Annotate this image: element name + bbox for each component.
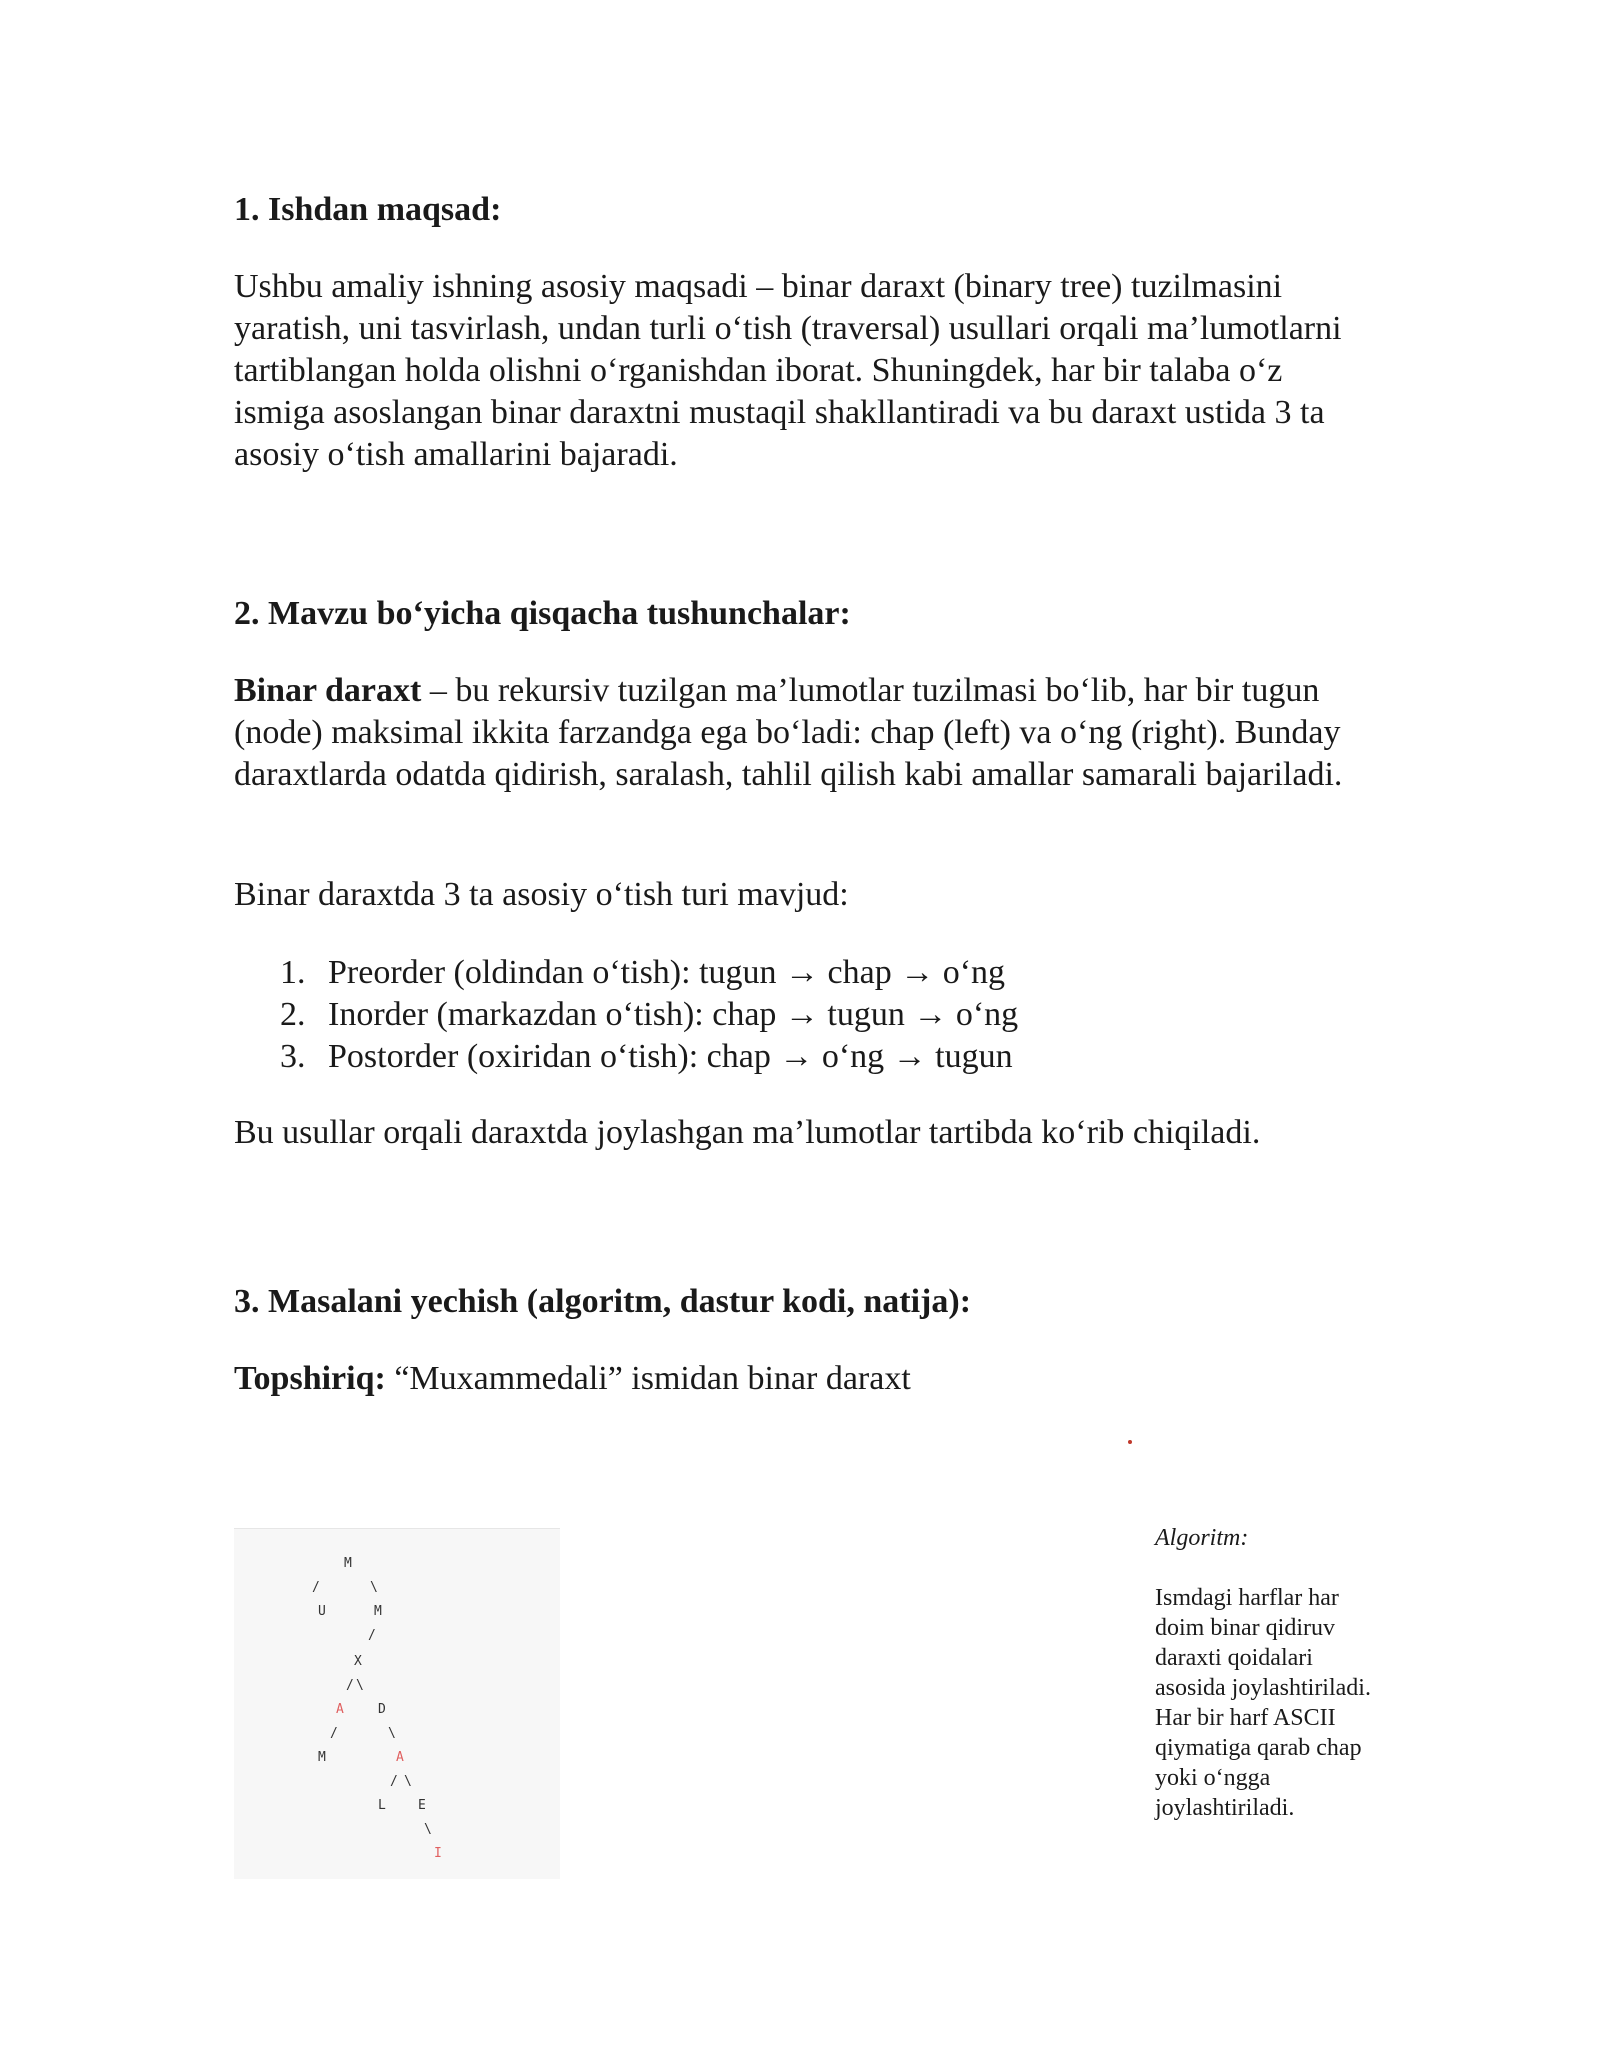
section1-paragraph: Ushbu amaliy ishning asosiy maqsadi – binar daraxt (binary tree) tuzilmasini yaratish, uni tasvirlash, undan turli o‘tish (traversal) usullari orqali ma’lumotlarni tartiblangan holda olishni o‘rganishdan iborat. Shuningdek, har bir talaba o‘z ismiga asoslangan binar daraxtni mustaqil shakllantiradi va bu daraxt ustida 3 ta asosiy o‘tish amallarini bajaradi. xyxy=(234,268,1342,473)
traversal-intro: Binar daraxtda 3 ta asosiy o‘tish turi mavjud: xyxy=(234,876,849,913)
tree-edge: \ xyxy=(404,1774,412,1789)
list-item xyxy=(280,994,1018,1036)
term-binar-daraxt: Binar daraxt xyxy=(234,672,422,709)
section1-heading: 1. Ishdan maqsad: xyxy=(234,191,502,228)
tree-edge: \ xyxy=(370,1580,378,1595)
task-text: “Muxammedali” ismidan binar daraxt xyxy=(385,1360,911,1397)
tree-node: M xyxy=(318,1750,326,1765)
list-number: 3. xyxy=(280,1038,306,1075)
algorithm-text: Ismdagi harflar har doim binar qidiruv daraxti qoidalari asosida joylashtiriladi. Har bir harf ASCII qiymatiga qarab chap yoki o‘ngga joylashtiriladi. xyxy=(1155,1585,1371,1821)
traversal-list xyxy=(280,952,1018,1078)
section2-definition xyxy=(234,670,1354,796)
tree-edge: / xyxy=(346,1678,354,1693)
tree-node: E xyxy=(418,1798,426,1813)
tree-edge: \ xyxy=(356,1678,364,1693)
definition-text: – bu rekursiv tuzilgan ma’lumotlar tuzilmasi bo‘lib, har bir tugun (node) maksimal ikkita farzandga ega bo‘ladi: chap (left) va o‘ng (right). Bunday daraxtlarda odatda qidirish, saralash, tahlil qilish kabi amallar samarali bajariladi. xyxy=(234,672,1343,793)
tree-edge: / xyxy=(390,1774,398,1789)
tree-edge: \ xyxy=(388,1726,396,1741)
list-number: 2. xyxy=(280,996,306,1033)
binary-tree-image xyxy=(234,1528,560,1879)
task-line xyxy=(234,1358,911,1400)
traversal-closing: Bu usullar orqali daraxtda joylashgan ma’lumotlar tartibda ko‘rib chiqiladi. xyxy=(234,1114,1261,1151)
tree-node: X xyxy=(354,1654,362,1669)
section2-heading: 2. Mavzu bo‘yicha qisqacha tushunchalar: xyxy=(234,595,851,632)
tree-node: I xyxy=(434,1846,442,1861)
tree-node: A xyxy=(336,1702,344,1717)
algorithm-title: Algoritm: xyxy=(1155,1525,1249,1551)
list-item xyxy=(280,952,1018,994)
list-item xyxy=(280,1036,1018,1078)
tree-node: M xyxy=(374,1604,382,1619)
tree-edge: \ xyxy=(424,1822,432,1837)
section3-heading: 3. Masalani yechish (algoritm, dastur kodi, natija): xyxy=(234,1283,972,1320)
red-dot-mark xyxy=(1128,1440,1132,1444)
list-text: Inorder (markazdan o‘tish): chap → tugun → o‘ng xyxy=(328,996,1019,1033)
tree-node: A xyxy=(396,1750,404,1765)
tree-node: L xyxy=(378,1798,386,1813)
tree-node: M xyxy=(344,1556,352,1571)
tree-node: U xyxy=(318,1604,326,1619)
list-number: 1. xyxy=(280,954,306,991)
list-text: Postorder (oxiridan o‘tish): chap → o‘ng → tugun xyxy=(328,1038,1013,1075)
tree-edge: / xyxy=(330,1726,338,1741)
tree-edge: / xyxy=(368,1628,376,1643)
tree-node: D xyxy=(378,1702,386,1717)
algorithm-block xyxy=(1155,1523,1385,1823)
task-label: Topshiriq: xyxy=(234,1360,386,1397)
tree-edge: / xyxy=(312,1580,320,1595)
list-text: Preorder (oldindan o‘tish): tugun → chap → o‘ng xyxy=(328,954,1006,991)
